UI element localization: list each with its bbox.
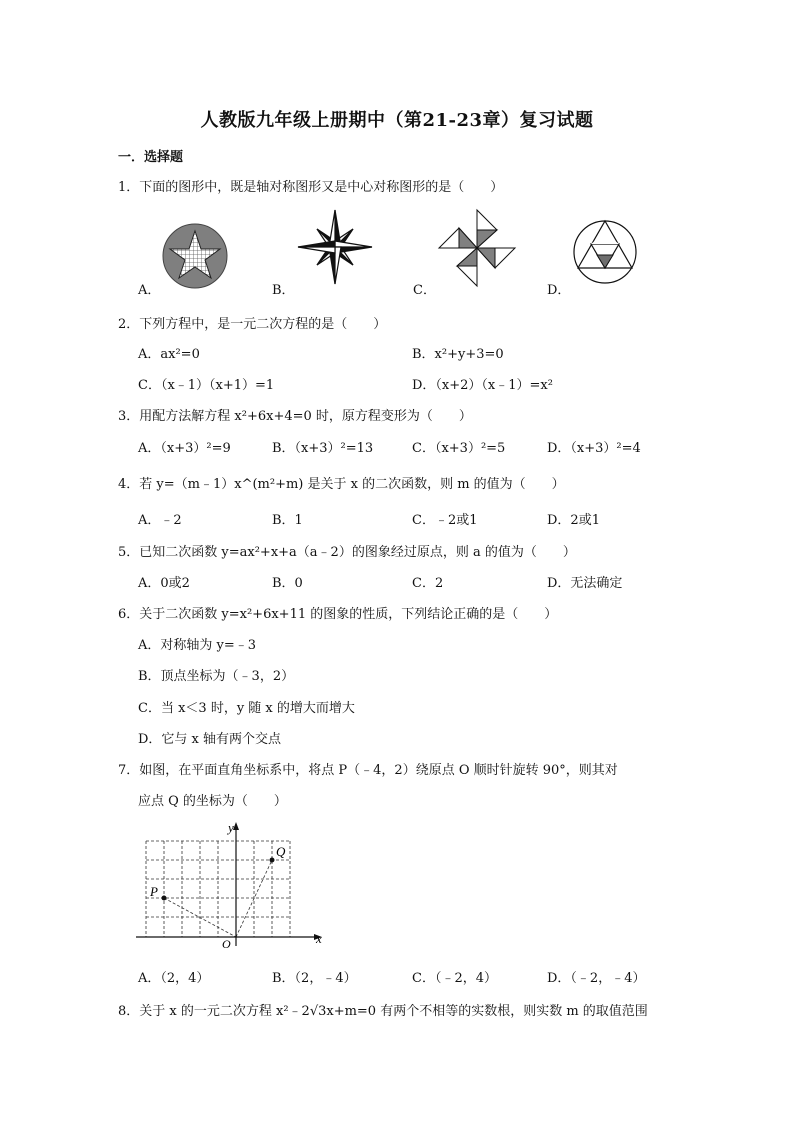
question-8-stem: 8．关于 x 的一元二次方程 x²﹣2√3x+m=0 有两个不相等的实数根，则实数 m 的取值范围 — [118, 1004, 648, 1019]
q7-option-d: D．（﹣2，﹣4） — [547, 971, 646, 986]
q7-option-c: C．（﹣2，4） — [412, 971, 497, 986]
question-2-stem: 2．下列方程中，是一元二次方程的是（ ） — [118, 317, 387, 332]
q3-option-c: C．（x+3）²=5 — [412, 441, 506, 456]
q6-option-a: A．对称轴为 y=﹣3 — [138, 638, 257, 653]
section-heading-choice: 一．选择题 — [118, 150, 184, 165]
q2-option-d: D．（x+2）（x﹣1）=x² — [412, 378, 553, 393]
q1-figure-d-triangle-in-circle — [572, 219, 638, 285]
q6-option-c: C．当 x＜3 时，y 随 x 的增大而增大 — [138, 701, 355, 716]
q1-label-b: B． — [272, 283, 295, 298]
question-7-stem-line2: 应点 Q 的坐标为（ ） — [138, 794, 287, 809]
q5-option-b: B．0 — [272, 576, 303, 591]
q4-option-a: A．﹣2 — [138, 513, 182, 528]
q1-label-a: A． — [138, 283, 161, 298]
q4-option-d: D．2或1 — [547, 513, 600, 528]
q5-option-d: D．无法确定 — [547, 576, 623, 591]
question-4-stem: 4．若 y=（m﹣1）x^(m²+m) 是关于 x 的二次函数，则 m 的值为（ ） — [118, 477, 565, 492]
q2-option-a: A．ax²=0 — [138, 347, 200, 362]
q1-label-c: C． — [413, 283, 436, 298]
q7-coordinate-figure — [134, 816, 330, 952]
question-1-stem: 1．下面的图形中，既是轴对称图形又是中心对称图形的是（ ） — [118, 180, 504, 195]
q1-figure-a-star-in-circle — [161, 222, 229, 290]
question-3-stem: 3．用配方法解方程 x²+6x+4=0 时，原方程变形为（ ） — [118, 409, 472, 424]
q1-label-d: D． — [547, 283, 571, 298]
q7-x-axis-label: x — [316, 931, 322, 946]
question-6-stem: 6．关于二次函数 y=x²+6x+11 的图象的性质，下列结论正确的是（ ） — [118, 607, 558, 622]
q5-option-a: A．0或2 — [138, 576, 190, 591]
q2-option-b: B．x²+y+3=0 — [412, 347, 504, 362]
q1-figure-c-pinwheel — [437, 208, 517, 288]
q6-option-b: B．顶点坐标为（﹣3，2） — [138, 669, 295, 684]
q3-option-d: D．（x+3）²=4 — [547, 441, 641, 456]
q3-option-b: B．（x+3）²=13 — [272, 441, 374, 456]
q4-option-b: B．1 — [272, 513, 303, 528]
q7-point-q-label: Q — [276, 844, 286, 859]
q4-option-c: C．﹣2或1 — [412, 513, 478, 528]
q7-origin-label: O — [222, 937, 231, 951]
q7-option-b: B．（2，﹣4） — [272, 971, 357, 986]
q5-option-c: C．2 — [412, 576, 444, 591]
q7-y-axis-label: y — [228, 820, 234, 835]
q1-figure-b-compass-star — [296, 208, 374, 286]
q7-option-a: A．（2，4） — [138, 971, 210, 986]
q6-option-d: D．它与 x 轴有两个交点 — [138, 732, 282, 747]
page-title: 人教版九年级上册期中（第21-23章）复习试题 — [200, 110, 594, 131]
q3-option-a: A．（x+3）²=9 — [138, 441, 231, 456]
question-5-stem: 5．已知二次函数 y=ax²+x+a（a﹣2）的图象经过原点，则 a 的值为（ ） — [118, 545, 576, 560]
q7-point-p-label: P — [150, 884, 158, 899]
question-7-stem-line1: 7．如图，在平面直角坐标系中，将点 P（﹣4，2）绕原点 O 顺时针旋转 90°，则其对 — [118, 763, 618, 778]
q2-option-c: C．（x﹣1）（x+1）=1 — [138, 378, 275, 393]
